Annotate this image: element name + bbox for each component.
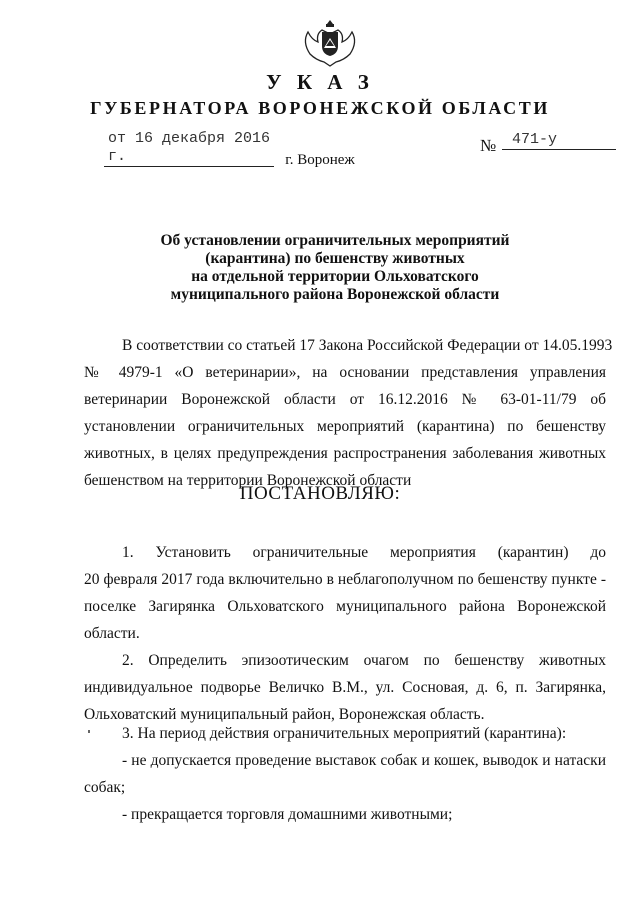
item-2-line: Ольховатский муниципальный район, Воронежская область. <box>84 706 485 723</box>
coat-of-arms-icon <box>300 18 360 68</box>
heading-line: (карантина) по бешенству животных <box>205 250 465 267</box>
decree-date: 16 декабря 2016 г. <box>108 130 271 165</box>
number-label: № <box>480 136 497 155</box>
issuer-title: ГУБЕРНАТОРА ВОРОНЕЖСКОЙ ОБЛАСТИ <box>90 98 550 118</box>
preamble-line: животных, в целях предупреждения распространения заболевания животных <box>84 445 606 462</box>
preamble-line: бешенством на территории Воронежской области <box>84 472 412 489</box>
heading-line: на отдельной территории Ольховатского <box>191 268 479 285</box>
item-3-line: - прекращается торговля домашними животными; <box>122 806 453 823</box>
preamble-line: В соответствии со статьей 17 Закона Российской Федерации от 14.05.1993 <box>122 337 613 354</box>
date-prefix: от <box>108 130 127 147</box>
document-type-title: У К А З <box>266 70 374 94</box>
item-3-line: 3. На период действия ограничительных мероприятий (карантина): <box>122 725 567 742</box>
item-2-line: 2. Определить эпизоотическим очагом по бешенству животных <box>122 652 606 669</box>
preamble-line: ветеринарии Воронежской области от 16.12.2016 № 63-01-11/79 об <box>84 391 606 408</box>
document-heading <box>120 232 550 304</box>
heading-line: Об установлении ограничительных мероприятий <box>160 232 510 249</box>
decree-number: 471-у <box>502 131 616 150</box>
decree-word: ПОСТАНОВЛЯЮ: <box>239 483 401 504</box>
scan-mark <box>88 730 90 733</box>
item-3-line: - не допускается проведение выставок собак и кошек, выводок и натаски <box>122 752 606 769</box>
heading-line: муниципального района Воронежской области <box>170 286 500 303</box>
item-1-line: области. <box>84 625 140 642</box>
city: г. Воронеж <box>285 152 355 168</box>
preamble-line: № 4979-1 «О ветеринарии», на основании представления управления <box>84 364 606 381</box>
item-3-line: собак; <box>84 779 126 796</box>
item-1-line: поселке Загирянка Ольховатского муниципального района Воронежской <box>84 598 606 615</box>
item-1-line: 1. Установить ограничительные мероприятия (карантин) до <box>122 544 606 561</box>
preamble-line: установлении ограничительных мероприятий (карантина) по бешенству <box>84 418 606 435</box>
item-2-line: индивидуальное подворье Величко В.М., ул. Сосновая, д. 6, п. Загирянка, <box>84 679 606 696</box>
item-1-line: 20 февраля 2017 года включительно в неблагополучном по бешенству пункте - <box>84 571 606 588</box>
